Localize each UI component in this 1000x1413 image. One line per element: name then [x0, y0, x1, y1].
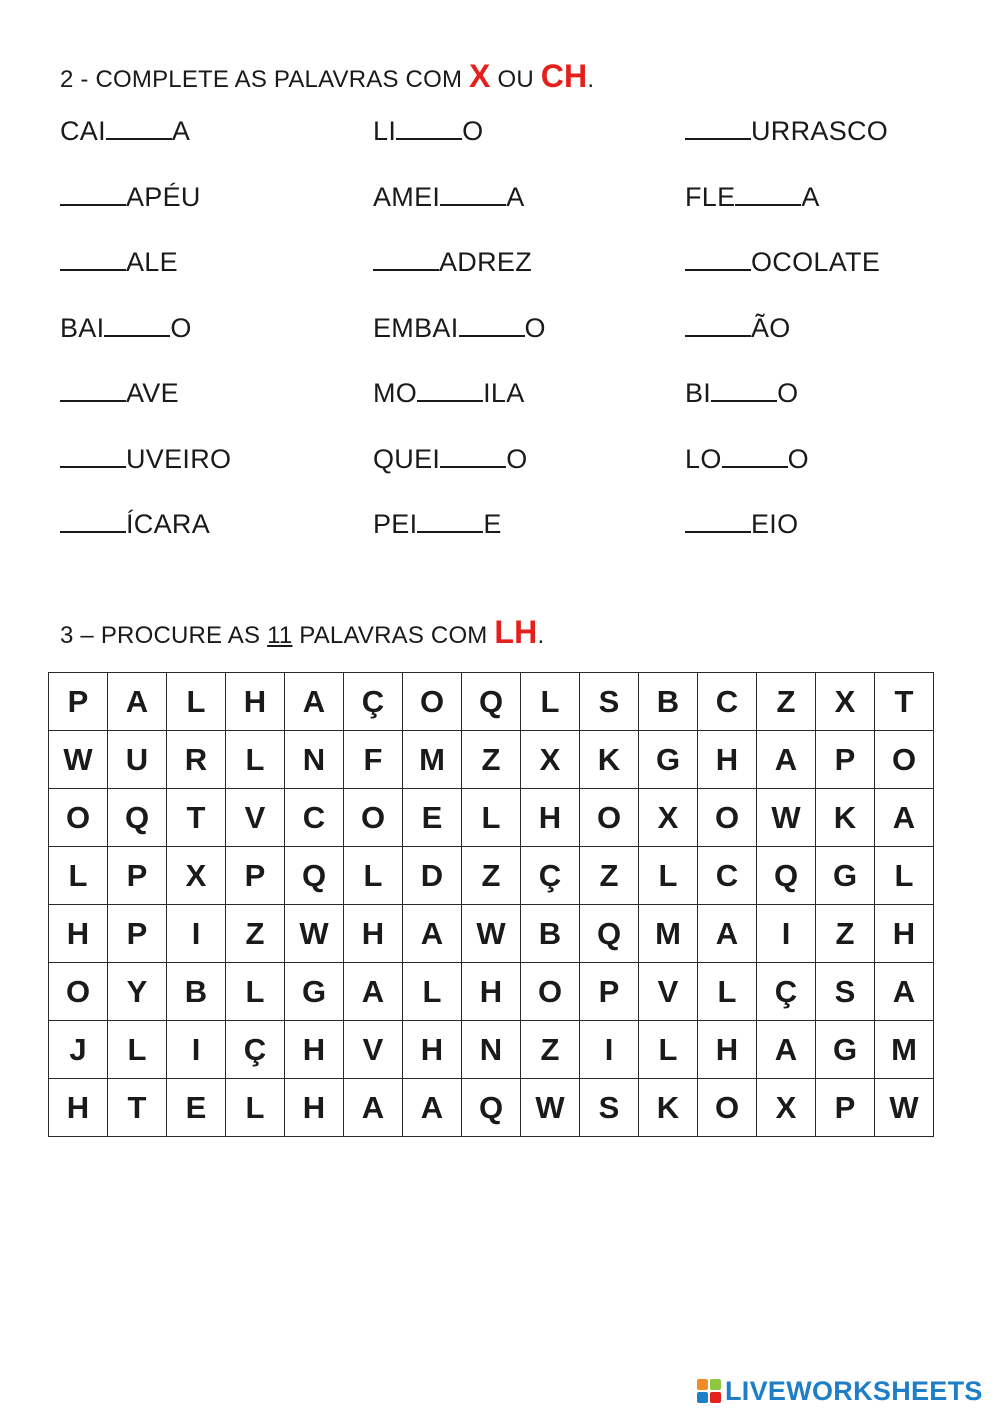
word-count: 11 — [267, 622, 293, 649]
grid-cell[interactable]: O — [875, 731, 934, 789]
grid-cell[interactable]: Y — [108, 963, 167, 1021]
word-item — [685, 378, 798, 409]
grid-cell[interactable]: H — [462, 963, 521, 1021]
word-item — [60, 116, 190, 147]
grid-cell[interactable]: A — [698, 905, 757, 963]
grid-cell[interactable]: S — [816, 963, 875, 1021]
grid-cell[interactable]: I — [757, 905, 816, 963]
grid-cell[interactable]: G — [816, 847, 875, 905]
grid-cell[interactable]: O — [49, 789, 108, 847]
fill-blank[interactable] — [440, 444, 506, 468]
word-end: APÉU — [126, 181, 201, 212]
grid-cell[interactable]: T — [108, 1079, 167, 1137]
grid-cell[interactable]: I — [167, 1021, 226, 1079]
word-end: O — [524, 312, 546, 343]
grid-cell[interactable]: V — [639, 963, 698, 1021]
grid-cell[interactable]: J — [49, 1021, 108, 1079]
grid-cell[interactable]: F — [344, 731, 403, 789]
fill-blank[interactable] — [440, 182, 506, 206]
grid-cell[interactable]: L — [226, 731, 285, 789]
grid-cell[interactable]: Q — [285, 847, 344, 905]
word-item — [685, 509, 798, 540]
grid-row — [49, 847, 934, 905]
word-item — [60, 247, 178, 278]
fill-blank[interactable] — [417, 509, 483, 533]
grid-cell[interactable]: B — [639, 673, 698, 731]
word-item — [60, 378, 179, 409]
fill-blank[interactable] — [106, 116, 172, 140]
grid-row — [49, 963, 934, 1021]
fill-blank[interactable] — [396, 116, 462, 140]
grid-cell[interactable]: K — [639, 1079, 698, 1137]
grid-cell[interactable]: Q — [462, 1079, 521, 1137]
word-start: BAI — [60, 312, 105, 343]
grid-cell[interactable]: Ç — [521, 847, 580, 905]
question-2-title: 2 - COMPLETE AS PALAVRAS COM X OU CH. — [60, 58, 595, 94]
word-start: QUEI — [373, 443, 441, 474]
word-end: ADREZ — [439, 247, 533, 277]
grid-cell[interactable]: Q — [462, 673, 521, 731]
fill-blank[interactable] — [60, 247, 126, 271]
word-end: A — [506, 181, 525, 212]
grid-cell[interactable]: C — [698, 847, 757, 905]
grid-cell[interactable]: O — [580, 789, 639, 847]
word-item — [373, 444, 528, 475]
word-end: ILA — [483, 378, 525, 408]
grid-cell[interactable]: Z — [580, 847, 639, 905]
word-start: BI — [685, 378, 712, 408]
grid-cell[interactable]: P — [108, 847, 167, 905]
fill-blank[interactable] — [685, 509, 751, 533]
grid-cell[interactable]: H — [875, 905, 934, 963]
grid-cell[interactable]: H — [344, 905, 403, 963]
grid-cell[interactable]: K — [816, 789, 875, 847]
grid-cell[interactable]: X — [167, 847, 226, 905]
grid-cell[interactable]: H — [285, 1021, 344, 1079]
grid-cell[interactable]: L — [49, 847, 108, 905]
logo-square — [697, 1392, 708, 1403]
grid-row — [49, 673, 934, 731]
grid-cell[interactable]: L — [875, 847, 934, 905]
word-end: AVE — [126, 378, 179, 408]
grid-cell[interactable]: M — [875, 1021, 934, 1079]
grid-cell[interactable]: L — [521, 673, 580, 731]
fill-blank[interactable] — [459, 313, 525, 337]
word-item — [685, 247, 880, 278]
fill-blank[interactable] — [373, 247, 439, 271]
fill-blank[interactable] — [685, 116, 751, 140]
grid-cell[interactable]: X — [639, 789, 698, 847]
fill-blank[interactable] — [711, 378, 777, 402]
grid-cell[interactable]: A — [344, 963, 403, 1021]
grid-cell[interactable]: P — [816, 731, 875, 789]
fill-blank[interactable] — [735, 182, 801, 206]
grid-cell[interactable]: A — [108, 673, 167, 731]
word-item — [60, 313, 192, 344]
grid-cell[interactable]: O — [344, 789, 403, 847]
highlight-ch: CH — [540, 58, 588, 94]
grid-cell[interactable]: Z — [757, 673, 816, 731]
word-item — [685, 444, 809, 475]
grid-cell[interactable]: Z — [462, 847, 521, 905]
grid-cell[interactable]: Q — [108, 789, 167, 847]
grid-cell[interactable]: P — [108, 905, 167, 963]
grid-cell[interactable]: H — [521, 789, 580, 847]
fill-blank[interactable] — [417, 378, 483, 402]
grid-cell[interactable]: T — [875, 673, 934, 731]
word-start: LI — [373, 116, 397, 146]
grid-cell[interactable]: A — [285, 673, 344, 731]
grid-cell[interactable]: P — [580, 963, 639, 1021]
grid-cell[interactable]: G — [639, 731, 698, 789]
grid-cell[interactable]: K — [580, 731, 639, 789]
grid-cell[interactable]: Z — [462, 731, 521, 789]
grid-cell[interactable]: W — [462, 905, 521, 963]
grid-row — [49, 731, 934, 789]
word-start: AMEI — [373, 181, 441, 212]
grid-cell[interactable]: Ç — [757, 963, 816, 1021]
grid-cell[interactable]: S — [580, 1079, 639, 1137]
footer-brand-text: LIVEWORKSHEETS — [725, 1375, 983, 1406]
grid-cell[interactable]: A — [403, 1079, 462, 1137]
word-item — [685, 116, 888, 147]
grid-cell[interactable]: H — [698, 731, 757, 789]
word-end: ÃO — [751, 312, 791, 343]
grid-cell[interactable]: Q — [757, 847, 816, 905]
word-item — [373, 509, 502, 540]
grid-cell[interactable]: C — [698, 673, 757, 731]
grid-cell[interactable]: M — [639, 905, 698, 963]
word-end: O — [506, 443, 528, 474]
grid-cell[interactable]: O — [403, 673, 462, 731]
fill-blank[interactable] — [722, 444, 788, 468]
grid-cell[interactable]: X — [816, 673, 875, 731]
grid-cell[interactable]: W — [757, 789, 816, 847]
logo-square — [710, 1379, 721, 1390]
logo-square — [710, 1392, 721, 1403]
word-item — [60, 182, 201, 213]
word-end: O — [170, 312, 192, 343]
word-start: PEI — [373, 509, 418, 539]
grid-cell[interactable]: L — [226, 963, 285, 1021]
grid-cell[interactable]: A — [403, 905, 462, 963]
grid-cell[interactable]: V — [226, 789, 285, 847]
grid-cell[interactable]: O — [49, 963, 108, 1021]
grid-cell[interactable]: X — [521, 731, 580, 789]
word-item — [373, 116, 483, 147]
grid-cell[interactable]: N — [462, 1021, 521, 1079]
word-end: O — [777, 378, 799, 408]
grid-cell[interactable]: W — [49, 731, 108, 789]
grid-cell[interactable]: Ç — [344, 673, 403, 731]
fill-blank[interactable] — [60, 378, 126, 402]
fill-blank[interactable] — [60, 444, 126, 468]
fill-blank[interactable] — [104, 313, 170, 337]
grid-cell[interactable]: A — [757, 1021, 816, 1079]
word-end: EIO — [751, 509, 799, 539]
word-end: ÍCARA — [126, 509, 211, 539]
highlight-lh: LH — [494, 614, 538, 650]
word-search-grid — [48, 672, 934, 1137]
grid-cell[interactable]: M — [403, 731, 462, 789]
grid-cell[interactable]: L — [462, 789, 521, 847]
word-item — [373, 247, 532, 278]
grid-cell[interactable]: G — [285, 963, 344, 1021]
highlight-x: X — [469, 58, 491, 94]
grid-cell[interactable]: L — [226, 1079, 285, 1137]
grid-cell[interactable]: G — [816, 1021, 875, 1079]
word-start: EMBAI — [373, 312, 459, 343]
grid-cell[interactable]: C — [285, 789, 344, 847]
word-start: MO — [373, 378, 418, 408]
grid-cell[interactable]: Z — [226, 905, 285, 963]
grid-cell[interactable]: B — [167, 963, 226, 1021]
grid-cell[interactable]: T — [167, 789, 226, 847]
word-item — [373, 182, 525, 213]
grid-cell[interactable]: W — [285, 905, 344, 963]
grid-cell[interactable]: O — [698, 789, 757, 847]
grid-cell[interactable]: I — [167, 905, 226, 963]
question-3-title: 3 – PROCURE AS 11 PALAVRAS COM LH. — [60, 614, 545, 650]
grid-cell[interactable]: I — [580, 1021, 639, 1079]
grid-cell[interactable]: L — [403, 963, 462, 1021]
word-end: ALE — [126, 247, 178, 277]
grid-row — [49, 789, 934, 847]
word-end: A — [801, 181, 820, 212]
grid-cell[interactable]: D — [403, 847, 462, 905]
word-end: A — [171, 116, 191, 146]
grid-cell[interactable]: H — [698, 1021, 757, 1079]
word-end: O — [787, 443, 809, 474]
grid-row — [49, 1079, 934, 1137]
footer-brand — [697, 1374, 983, 1408]
fill-blank[interactable] — [60, 509, 126, 533]
grid-cell[interactable]: W — [521, 1079, 580, 1137]
grid-cell[interactable]: S — [580, 673, 639, 731]
grid-cell[interactable]: H — [403, 1021, 462, 1079]
grid-cell[interactable]: L — [344, 847, 403, 905]
grid-cell[interactable]: E — [167, 1079, 226, 1137]
grid-cell[interactable]: L — [639, 1021, 698, 1079]
grid-cell[interactable]: N — [285, 731, 344, 789]
grid-cell[interactable]: O — [521, 963, 580, 1021]
grid-cell[interactable]: L — [639, 847, 698, 905]
word-end: OCOLATE — [751, 247, 881, 277]
grid-cell[interactable]: E — [403, 789, 462, 847]
grid-row — [49, 905, 934, 963]
fill-blank[interactable] — [60, 182, 126, 206]
word-start: CAI — [60, 116, 106, 146]
fill-blank[interactable] — [685, 313, 751, 337]
word-item — [373, 378, 525, 409]
grid-cell[interactable]: Q — [580, 905, 639, 963]
grid-cell[interactable]: A — [757, 731, 816, 789]
grid-cell[interactable]: H — [285, 1079, 344, 1137]
grid-cell[interactable]: O — [698, 1079, 757, 1137]
grid-cell[interactable]: H — [49, 1079, 108, 1137]
grid-cell[interactable]: L — [108, 1021, 167, 1079]
word-start: FLE — [685, 181, 736, 212]
grid-cell[interactable]: W — [875, 1079, 934, 1137]
grid-cell[interactable]: L — [167, 673, 226, 731]
grid-cell[interactable]: P — [816, 1079, 875, 1137]
logo-square — [697, 1379, 708, 1390]
word-end: E — [483, 509, 502, 539]
liveworksheets-logo-icon — [697, 1379, 721, 1403]
grid-cell[interactable]: L — [698, 963, 757, 1021]
grid-cell[interactable]: Ç — [226, 1021, 285, 1079]
grid-cell[interactable]: X — [757, 1079, 816, 1137]
grid-cell[interactable]: A — [875, 963, 934, 1021]
word-item — [685, 182, 820, 213]
word-end: O — [462, 116, 484, 146]
word-item — [60, 509, 210, 540]
word-end: URRASCO — [751, 116, 889, 146]
grid-cell[interactable]: A — [875, 789, 934, 847]
grid-cell[interactable]: U — [108, 731, 167, 789]
grid-cell[interactable]: Z — [816, 905, 875, 963]
word-item — [60, 444, 231, 475]
grid-row — [49, 1021, 934, 1079]
word-item — [685, 313, 791, 344]
grid-cell[interactable]: Z — [521, 1021, 580, 1079]
grid-cell[interactable]: H — [226, 673, 285, 731]
fill-blank[interactable] — [685, 247, 751, 271]
grid-cell[interactable]: P — [49, 673, 108, 731]
grid-cell[interactable]: H — [49, 905, 108, 963]
grid-cell[interactable]: V — [344, 1021, 403, 1079]
grid-cell[interactable]: B — [521, 905, 580, 963]
word-end: UVEIRO — [126, 443, 232, 474]
word-start: LO — [685, 443, 722, 474]
grid-cell[interactable]: A — [344, 1079, 403, 1137]
grid-cell[interactable]: P — [226, 847, 285, 905]
word-item — [373, 313, 546, 344]
grid-cell[interactable]: R — [167, 731, 226, 789]
